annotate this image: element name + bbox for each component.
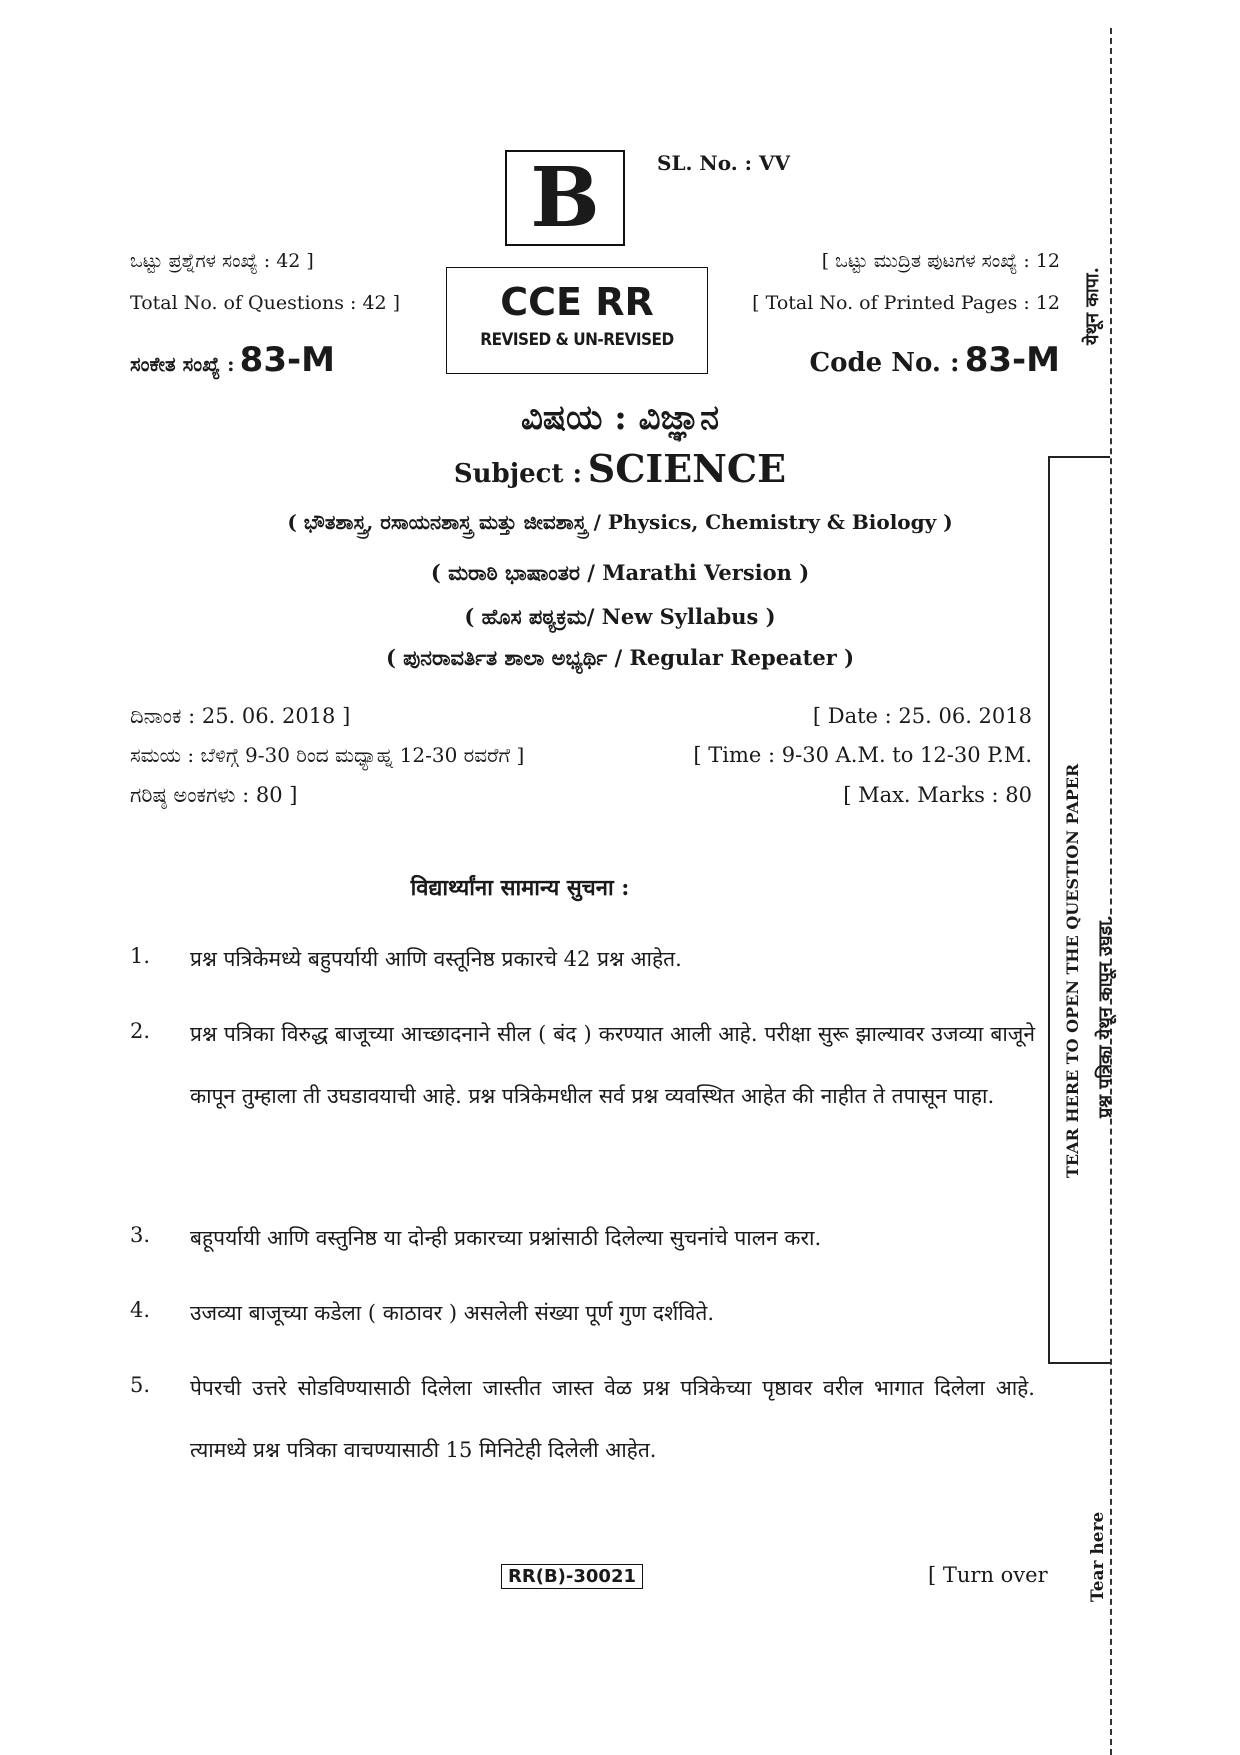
- instruction-number: 4.: [130, 1298, 151, 1322]
- kannada-printed-pages: [ ಒಟ್ಟು ಮುದ್ರಿತ ಪುಟಗಳ ಸಂಖ್ಯೆ : 12: [821, 250, 1060, 272]
- instructions-title: विद्यार्थ्यांना सामान्य सुचना :: [410, 875, 630, 901]
- subject-kannada: ವಿಷಯ : ವಿಜ್ಞಾನ: [520, 398, 720, 438]
- subject-label: Subject :: [453, 459, 583, 489]
- time: [ Time : 9-30 A.M. to 12-30 P.M.: [693, 743, 1032, 767]
- tear-here-label: Tear here: [1088, 1511, 1108, 1602]
- kannada-code-number: [130, 340, 335, 380]
- code-value: 83-M: [964, 340, 1060, 380]
- code-label: Code No. :: [809, 348, 960, 378]
- series-letter: B: [530, 150, 600, 246]
- subject-value: SCIENCE: [587, 446, 787, 491]
- instruction-text: उजव्या बाजूच्या कडेला ( काठावर ) असलेली संख्या पूर्ण गुण दर्शविते.: [190, 1301, 715, 1325]
- kannada-code-label: ಸಂಕೇತ ಸಂಖ್ಯೆ :: [130, 352, 235, 376]
- paper-code: RR(B)-30021: [508, 1566, 636, 1587]
- instruction-text: प्रश्न पत्रिकेमध्ये बहुपर्यायी आणि वस्तूनिष्ठ प्रकारचे 42 प्रश्न आहेत.: [190, 947, 682, 971]
- instruction-number: 3.: [130, 1223, 151, 1247]
- instruction-number: 1.: [130, 944, 151, 968]
- tear-dashed-line[interactable]: [1110, 28, 1112, 1755]
- paper-code-box: [501, 1564, 643, 1589]
- date: [ Date : 25. 06. 2018: [812, 704, 1032, 728]
- tear-marathi-label: प्रश्न पत्रिका येथून कापून उघडा.: [1095, 914, 1116, 1118]
- syllabus: ( ಹೊಸ ಪಠ್ಯಕ್ರಮ/ New Syllabus ): [464, 604, 776, 629]
- serial-number: SL. No. : VV: [657, 151, 791, 175]
- language-version: ( ಮರಾಠಿ ಭಾಷಾಂತರ / Marathi Version ): [430, 560, 810, 585]
- instruction-text: प्रश्न पत्रिका विरुद्ध बाजूच्या आच्छादनाने सील ( बंद ) करण्यात आली आहे. परीक्षा सुरू झाल्यावर उजव्या बाजूने कापून तुम्हाला ती उघडावयाची आहे. प्रश्न पत्रिकेमधील सर्व प्रश्न व्यवस्थित आहेत की नाहीत ते तपासून पाहा.: [190, 1022, 1035, 1108]
- instruction-text: बहूपर्यायी आणि वस्तुनिष्ठ या दोन्ही प्रकारच्या प्रश्नांसाठी दिलेल्या सुचनांचे पालन करा.: [190, 1226, 822, 1250]
- kannada-code-value: 83-M: [239, 340, 335, 380]
- total-questions: Total No. of Questions : 42 ]: [130, 292, 401, 314]
- max-marks: [ Max. Marks : 80: [843, 783, 1032, 807]
- exam-type-subtitle: REVISED & UN-REVISED: [480, 330, 674, 350]
- time-kannada: ಸಮಯ : ಬೆಳಿಗ್ಗೆ 9-30 ರಿಂದ ಮಧ್ಯಾಹ್ನ 12-30 ರವರೆಗೆ ]: [130, 743, 525, 767]
- candidate-type: ( ಪುನರಾವರ್ತಿತ ಶಾಲಾ ಅಭ್ಯರ್ಥಿ / Regular Repeater ): [385, 645, 855, 670]
- series-box: [505, 150, 625, 246]
- marks-kannada: ಗರಿಷ್ಠ ಅಂಕಗಳು : 80 ]: [130, 783, 298, 807]
- kannada-total-questions: ಒಟ್ಟು ಪ್ರಶ್ನೆಗಳ ಸಂಖ್ಯೆ : 42 ]: [130, 250, 314, 272]
- date-kannada: ದಿನಾಂಕ : 25. 06. 2018 ]: [130, 704, 351, 728]
- tear-marathi-top: येथून कापा.: [1082, 267, 1103, 345]
- exam-type-box: [446, 267, 708, 374]
- instruction-number: 5.: [130, 1373, 151, 1397]
- tear-english-label: TEAR HERE TO OPEN THE QUESTION PAPER: [1063, 763, 1082, 1178]
- total-printed-pages: [ Total No. of Printed Pages : 12: [752, 292, 1060, 314]
- instruction-text: पेपरची उत्तरे सोडविण्यासाठी दिलेला जास्तीत जास्त वेळ प्रश्न पत्रिकेच्या पृष्ठावर वरील भागात दिलेला आहे. त्यामध्ये प्रश्न पत्रिका वाचण्यासाठी 15 मिनिटेही दिलेली आहेत.: [190, 1376, 1035, 1462]
- turn-over: [ Turn over: [928, 1563, 1048, 1587]
- instruction-number: 2.: [130, 1019, 151, 1043]
- code-number: [809, 340, 1060, 380]
- subject-streams: ( ಭೌತಶಾಸ್ತ್ರ, ರಸಾಯನಶಾಸ್ತ್ರ ಮತ್ತು ಜೀವಶಾಸ್ತ್ರ / Physics, Chemistry & Biology ): [287, 510, 953, 534]
- exam-type-title: CCE RR: [500, 280, 654, 324]
